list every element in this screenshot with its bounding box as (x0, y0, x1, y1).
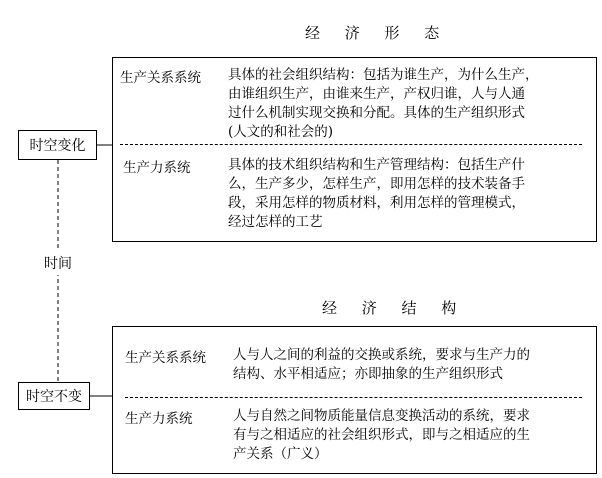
text-line: 产关系（广义） (233, 446, 328, 462)
spacetime-constant-node: 时空不变 (18, 382, 90, 410)
top-productive-forces-text (228, 156, 593, 232)
text-line: 过什么机制实现交换和分配。具体的生产组织形式 (228, 105, 525, 121)
text-line: 么，生产多少，怎样生产，即用怎样的技术装备手 (228, 176, 525, 192)
top-productive-forces-label: 生产力系统 (123, 160, 191, 176)
text-line: 经过怎样的工艺 (228, 214, 323, 230)
text-line: 有与之相适应的社会组织形式，即与之相适应的生 (233, 427, 530, 443)
economic-form-heading: 经 济 形 态 (305, 24, 450, 42)
bottom-production-relations-label: 生产关系系统 (125, 350, 206, 366)
bottom-production-relations-text (233, 346, 593, 384)
economic-structure-panel (112, 326, 597, 474)
time-label: 时间 (44, 251, 72, 275)
bottom-row-divider (125, 397, 582, 398)
economic-structure-heading: 经 济 结 构 (322, 299, 467, 317)
text-line: 具体的技术组织结构和生产管理结构：包括生产什 (228, 157, 525, 173)
bottom-productive-forces-text (233, 407, 593, 464)
top-row-divider (120, 144, 582, 145)
text-line: 结构、水平相适应；亦即抽象的生产组织形式 (233, 366, 503, 382)
text-line: 具体的社会组织结构：包括为谁生产，为什么生产， (228, 67, 539, 83)
text-line: 人与自然之间物质能量信息变换活动的系统，要求 (233, 408, 530, 424)
spacetime-change-node: 时空变化 (18, 130, 97, 160)
top-production-relations-label: 生产关系系统 (120, 70, 201, 86)
top-production-relations-text (228, 66, 593, 142)
text-line: 人与人之间的利益的交换或系统，要求与生产力的 (233, 347, 530, 363)
economic-form-panel (112, 57, 597, 242)
text-line: (人文的和社会的) (228, 124, 334, 140)
bottom-productive-forces-label: 生产力系统 (125, 411, 193, 427)
text-line: 段，采用怎样的物质材料，利用怎样的管理模式， (228, 195, 525, 211)
text-line: 由谁组织生产，由谁来生产，产权归谁，人与人通 (228, 86, 525, 102)
